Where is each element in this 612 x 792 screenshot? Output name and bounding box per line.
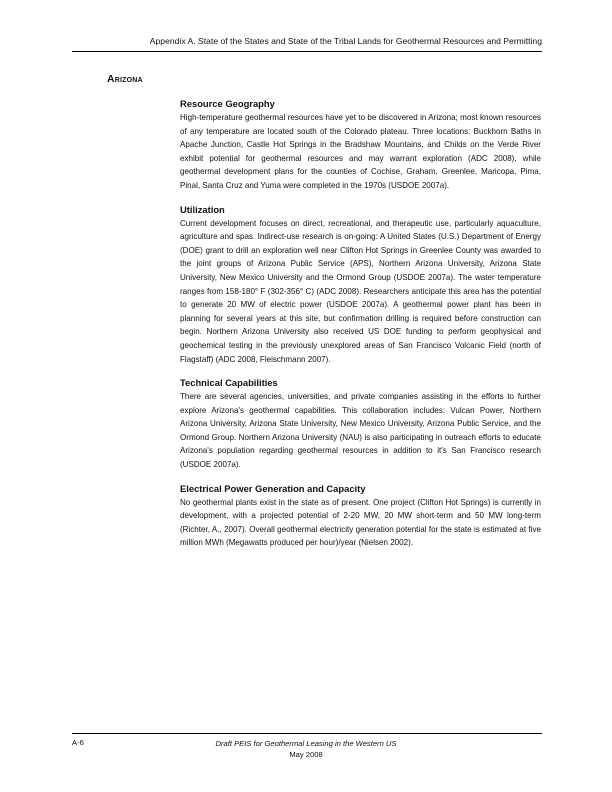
section-title: Arizona [107, 73, 143, 85]
footer-divider [72, 733, 542, 734]
subsection-heading: Utilization [180, 203, 225, 215]
subsection-heading: Resource Geography [180, 98, 275, 109]
subsection-utilization [180, 204, 541, 367]
subsection-body: No geothermal plants exist in the state as of present. One project (Clifton Hot Springs) is currently in development, with a projected potential of 2-20 MW, 20 MW short-term and 50 MW long-term (Richter, A., 2007). Overall geothermal electricity generation potential for the state is estimated at five million MWh (Megawatts produced per hour)/year (Nielsen 2002). [180, 497, 541, 548]
running-header [72, 36, 542, 52]
running-header-title: Appendix A. State of the States and State of the Tribal Lands for Geothermal Resources and Permitting [149, 36, 542, 46]
footer-date: May 2008 [289, 750, 323, 759]
subsection-body: High-temperature geothermal resources have yet to be discovered in Arizona; most known resources of any temperature are located south of the Colorado plateau. Three locations: Buckhorn Baths in Apache Junction, Castle Hot Springs in the Bradshaw Mountains, and Childs on the Verde River exhibit potential for geothermal resources and may warrant exploration (ADC 2008), while geothermal development plans for the counties of Cochise, Graham, Greenlee, Maricopa, Pima, Pinal, Santa Cruz and Yuma were completed in the 1970s (USDOE 2007a). [180, 113, 541, 190]
subsection-resource-geography [180, 98, 541, 193]
page-number: A-6 [72, 738, 84, 747]
subsection-electrical-power [180, 483, 541, 550]
footer [0, 738, 612, 760]
subsection-heading: Technical Capabilities [180, 377, 278, 389]
subsection-body: There are several agencies, universities, and private companies assisting in the efforts to further explore Arizona's geothermal capabilities. This collaboration includes: Vulcan Power, Northern Arizona University, Arizona State University, New Mexico University, Arizona Public Service, and the Ormond Group. Northern Arizona University (NAU) is also participating in outreach efforts to educate Arizona's population regarding geothermal resources in addition to it's San Francisco research (USDOE 2007a). [180, 392, 541, 470]
main-content [180, 98, 541, 561]
subsection-technical-capabilities [180, 377, 541, 472]
footer-document-title: Draft PEIS for Geothermal Leasing in the Western US [215, 739, 397, 748]
subsection-heading: Electrical Power Generation and Capacity [180, 482, 366, 494]
subsection-body: Current development focuses on direct, recreational, and therapeutic use, particularly aquaculture, agriculture and spas. Indirect-use research is on-going: A United States (U.S.) Department of Energy (DOE) grant to drill an exploration well near Clifton Hot Springs in Greenlee County was awarded to the joint groups of Arizona Public Service (APS), Northern Arizona University, Arizona State University, New Mexico University and the Ormond Group (USDOE 2007a). The water temperature ranges from 158-180° F (302-356° C) (ADC 2008). Researchers anticipate this area has the potential to generate 20 MW of electric power (USDOE 2007a). A geothermal power plant has been in planning for several years at this site, but confirmation drilling is required before construction can begin. Northern Arizona University also received US DOE funding to perform geophysical and geochemical testing in the previously unexplored areas of San Francisco Volcanic Field (north of Flagstaff) (ADC 2008, Fleischmann 2007). [180, 218, 541, 364]
